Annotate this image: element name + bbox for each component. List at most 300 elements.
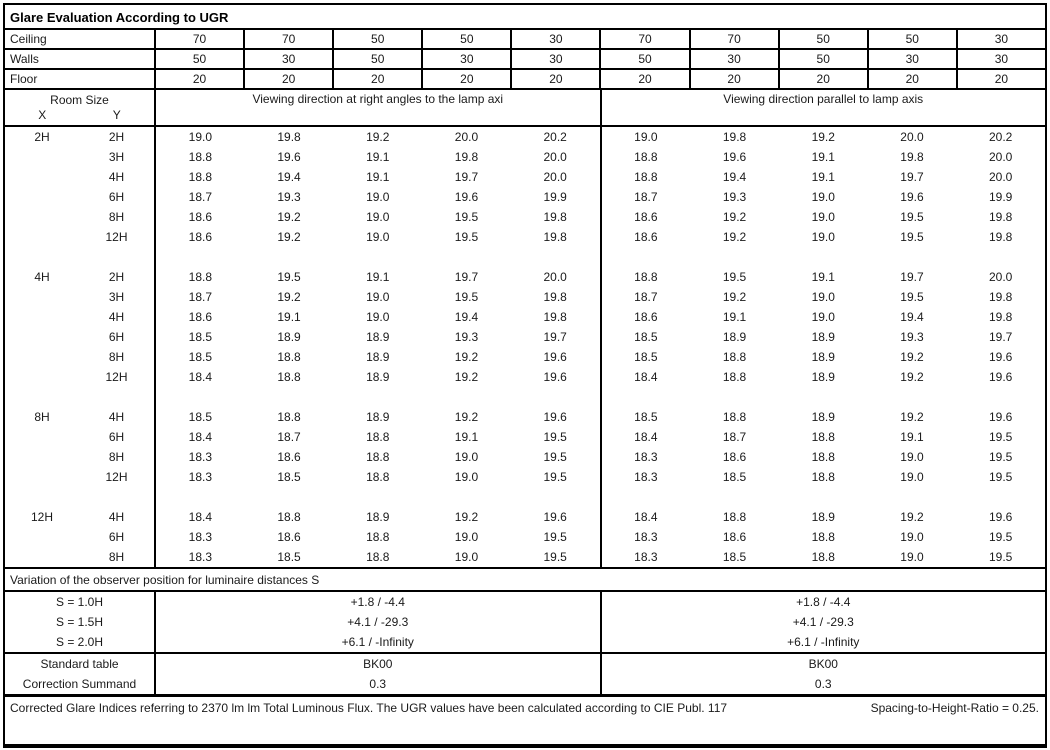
ugr-value: 19.0 [366,210,390,224]
ugr-values-left-half [154,307,600,327]
ugr-values-left-half [154,347,600,367]
variation-value-right: +4.1 / -29.3 [600,612,1046,632]
ugr-values-right-half [600,547,1046,567]
ugr-value: 19.5 [454,230,479,244]
ugr-value: 18.8 [811,450,835,464]
room-size-x-value: 12H [30,510,53,524]
ugr-value: 19.8 [543,290,567,304]
ugr-value [422,247,511,267]
ugr-value: 18.9 [811,370,835,384]
reflectance-value: 20 [956,70,1045,88]
ugr-values-right-half [600,227,1046,247]
ugr-row [5,227,1045,247]
ugr-value: 18.8 [811,430,835,444]
reflectance-value: 20 [599,70,688,88]
room-size-x-value [5,147,79,167]
ugr-value: 19.2 [454,350,479,364]
ugr-value: 18.8 [366,450,390,464]
reflectance-value: 50 [332,30,421,48]
room-size-x-value [5,387,79,407]
ugr-value: 19.8 [988,310,1013,324]
ugr-value: 18.8 [722,510,747,524]
reflectance-value: 20 [689,70,778,88]
ugr-value [956,487,1045,507]
ugr-value: 18.8 [366,530,390,544]
ugr-value: 19.6 [543,410,567,424]
ugr-value: 18.5 [277,550,301,564]
ugr-value: 18.7 [188,190,213,204]
ugr-value: 18.6 [634,310,658,324]
ugr-value: 19.1 [900,430,924,444]
ugr-row [5,367,1045,387]
ugr-value: 19.7 [543,330,567,344]
room-size-y-value: 4H [108,510,125,524]
ugr-value: 19.5 [543,470,567,484]
ugr-values-right-half [600,447,1046,467]
ugr-value: 19.8 [454,150,479,164]
reflectance-value: 70 [689,30,778,48]
ugr-value: 19.6 [900,190,924,204]
ugr-value: 19.6 [988,370,1013,384]
ugr-values-left-half [154,427,600,447]
ugr-value: 18.3 [634,530,658,544]
ugr-value: 19.2 [900,410,924,424]
ugr-value: 18.8 [811,530,835,544]
room-size-header [5,90,154,125]
room-size-y-value: 8H [108,210,125,224]
ugr-value: 18.9 [366,410,390,424]
ugr-value: 18.8 [277,510,301,524]
ugr-value: 18.5 [634,350,658,364]
ugr-row [5,407,1045,427]
ugr-value [956,247,1045,267]
ugr-value [333,487,422,507]
ugr-value: 19.1 [811,170,835,184]
ugr-value: 18.8 [277,370,301,384]
ugr-value: 19.5 [277,270,301,284]
ugr-row [5,447,1045,467]
ugr-value: 18.7 [188,290,213,304]
ugr-value: 19.3 [722,190,747,204]
ugr-value: 18.6 [188,230,213,244]
reflectance-value: 30 [867,50,956,68]
viewing-direction-right-angles-header: Viewing direction at right angles to the lamp axi [154,90,600,125]
ugr-value: 19.0 [454,470,479,484]
room-size-x-value [5,527,79,547]
room-size-x-value [5,347,79,367]
ugr-value: 19.1 [811,270,835,284]
x-column-header: X [38,108,47,122]
ugr-value: 18.3 [188,450,213,464]
ugr-value: 19.5 [900,290,924,304]
ugr-value [690,247,779,267]
room-size-y-value: 3H [108,150,125,164]
ugr-value [333,387,422,407]
room-size-y-value: 4H [108,170,125,184]
ugr-value: 19.0 [811,310,835,324]
ugr-values-right-half [600,187,1046,207]
ugr-value: 18.3 [634,550,658,564]
ugr-value: 19.6 [722,150,747,164]
ugr-value: 19.9 [988,190,1013,204]
footer-note [5,694,1045,744]
ugr-row [5,547,1045,567]
ugr-value: 18.4 [634,510,658,524]
ugr-value: 19.8 [988,230,1013,244]
ugr-values-left-half [154,447,600,467]
ugr-value [602,487,691,507]
ugr-value: 18.6 [722,450,747,464]
ugr-value: 19.5 [988,470,1013,484]
reflectance-row [5,50,1045,70]
ugr-value: 19.5 [988,450,1013,464]
room-size-y-value [79,487,154,507]
reflectance-value: 30 [421,50,510,68]
ugr-value: 18.8 [811,550,835,564]
summary-row [5,654,1045,674]
ugr-value: 19.8 [543,310,567,324]
reflectance-value: 30 [510,30,599,48]
ugr-value: 19.6 [277,150,301,164]
ugr-value: 19.0 [811,230,835,244]
ugr-value: 19.0 [900,530,924,544]
ugr-value [245,387,334,407]
ugr-value [868,247,957,267]
ugr-value: 19.0 [366,190,390,204]
ugr-value: 18.4 [188,430,213,444]
footer-ratio-text: Spacing-to-Height-Ratio = 0.25. [870,701,1039,715]
ugr-values-left-half [154,167,600,187]
ugr-value [602,247,691,267]
ugr-value: 19.2 [722,210,747,224]
ugr-value: 18.5 [188,350,213,364]
ugr-value: 18.8 [722,350,747,364]
ugr-value: 19.5 [988,550,1013,564]
variation-row [5,612,1045,632]
ugr-value [156,247,245,267]
ugr-row [5,167,1045,187]
reflectance-value: 20 [421,70,510,88]
ugr-value: 19.5 [543,450,567,464]
ugr-value: 19.0 [900,450,924,464]
room-size-y-value: 12H [105,470,128,484]
ugr-row [5,427,1045,447]
reflectance-row [5,30,1045,50]
ugr-values-right-half [600,147,1046,167]
ugr-value: 19.2 [277,210,301,224]
ugr-values-left-half [154,487,600,507]
ugr-value: 18.7 [277,430,301,444]
ugr-row [5,467,1045,487]
ugr-value: 18.4 [188,370,213,384]
ugr-value: 18.9 [277,330,301,344]
reflectance-value: 50 [778,30,867,48]
ugr-value: 18.9 [722,330,747,344]
ugr-row [5,527,1045,547]
summary-row [5,674,1045,694]
variation-distance-label: S = 1.5H [55,615,104,629]
ugr-value: 19.5 [988,430,1013,444]
ugr-value: 19.3 [277,190,301,204]
ugr-value: 20.0 [988,150,1013,164]
ugr-value: 18.8 [188,170,213,184]
ugr-values-left-half [154,227,600,247]
ugr-value [779,247,868,267]
variation-value-right: +1.8 / -4.4 [600,592,1046,612]
ugr-value: 20.0 [988,170,1013,184]
room-size-y-value: 4H [108,310,125,324]
ugr-value: 20.0 [900,130,924,144]
ugr-value: 19.4 [900,310,924,324]
viewing-direction-parallel-header: Viewing direction parallel to lamp axis [600,90,1046,125]
room-size-x-value [5,247,79,267]
ugr-value: 19.8 [988,290,1013,304]
ugr-value: 18.8 [188,270,213,284]
ugr-value: 19.7 [900,270,924,284]
ugr-value [690,387,779,407]
ugr-value: 18.5 [277,470,301,484]
ugr-values-right-half [600,367,1046,387]
ugr-values-right-half [600,307,1046,327]
ugr-value: 18.8 [366,430,390,444]
ugr-value: 19.1 [811,150,835,164]
ugr-value: 19.5 [722,270,747,284]
ugr-value: 20.2 [988,130,1013,144]
ugr-value: 18.9 [811,350,835,364]
ugr-values-left-half [154,507,600,527]
ugr-value: 19.2 [277,230,301,244]
page-title: Glare Evaluation According to UGR [5,5,1045,30]
variation-value-left: +1.8 / -4.4 [154,592,600,612]
ugr-values-right-half [600,347,1046,367]
ugr-value: 19.2 [722,290,747,304]
ugr-value: 19.0 [366,290,390,304]
ugr-value [156,487,245,507]
ugr-value: 19.8 [277,130,301,144]
ugr-values-left-half [154,467,600,487]
ugr-value: 19.0 [900,470,924,484]
ugr-value: 18.6 [634,210,658,224]
ugr-value: 18.9 [366,350,390,364]
ugr-value: 19.1 [722,310,747,324]
ugr-values-right-half [600,207,1046,227]
ugr-value: 18.9 [811,410,835,424]
ugr-value: 18.8 [277,410,301,424]
ugr-value: 19.0 [366,310,390,324]
ugr-value: 18.6 [277,450,301,464]
ugr-value: 19.7 [454,170,479,184]
room-size-y-value: 2H [108,130,125,144]
ugr-value: 18.8 [188,150,213,164]
ugr-values-right-half [600,507,1046,527]
ugr-value [511,487,600,507]
ugr-value: 18.9 [366,510,390,524]
ugr-spacer-row [5,487,1045,507]
ugr-value: 19.4 [277,170,301,184]
ugr-value: 20.0 [543,150,567,164]
ugr-values-right-half [600,287,1046,307]
ugr-row [5,147,1045,167]
ugr-value: 20.0 [988,270,1013,284]
ugr-value: 18.9 [811,510,835,524]
ugr-values-right-half [600,387,1046,407]
ugr-value: 19.6 [543,370,567,384]
y-column-header: Y [112,108,121,122]
ugr-value: 18.8 [634,150,658,164]
reflectance-value: 20 [154,70,243,88]
ugr-value: 20.0 [543,270,567,284]
ugr-values-left-half [154,527,600,547]
reflectance-value: 50 [778,50,867,68]
ugr-row [5,307,1045,327]
ugr-value [868,487,957,507]
ugr-value: 19.0 [454,450,479,464]
room-size-y-value: 8H [108,450,125,464]
room-size-y-value: 2H [108,270,125,284]
room-size-y-value: 8H [108,350,125,364]
ugr-value: 18.8 [366,470,390,484]
ugr-value: 18.8 [634,170,658,184]
reflectance-value: 30 [510,50,599,68]
ugr-value: 19.0 [634,130,658,144]
reflectance-value: 70 [243,30,332,48]
ugr-values-left-half [154,187,600,207]
ugr-value [511,387,600,407]
ugr-value: 19.4 [722,170,747,184]
room-size-x-value [5,287,79,307]
room-size-x-value [5,547,79,567]
ugr-value: 20.0 [543,170,567,184]
reflectance-value: 20 [867,70,956,88]
ugr-value: 19.0 [811,190,835,204]
variation-distance-label: S = 1.0H [55,595,104,609]
ugr-value: 18.3 [634,470,658,484]
room-size-y-value: 12H [105,230,128,244]
reflectance-value: 30 [243,50,332,68]
ugr-value: 18.8 [722,410,747,424]
ugr-values-left-half [154,367,600,387]
ugr-values-left-half [154,267,600,287]
ugr-value: 19.2 [900,370,924,384]
ugr-values-right-half [600,327,1046,347]
ugr-values-right-half [600,247,1046,267]
ugr-value [602,387,691,407]
ugr-values-left-half [154,127,600,147]
ugr-spacer-row [5,247,1045,267]
ugr-value [333,247,422,267]
variation-row [5,592,1045,612]
ugr-values-section [5,127,1045,567]
room-size-y-value [79,387,154,407]
ugr-value: 19.2 [811,130,835,144]
ugr-value: 18.8 [722,370,747,384]
ugr-value: 19.1 [366,270,390,284]
ugr-value: 18.3 [188,470,213,484]
ugr-value: 18.4 [634,370,658,384]
room-size-x-value [5,467,79,487]
reflectance-value: 20 [778,70,867,88]
ugr-spacer-row [5,387,1045,407]
ugr-value: 18.8 [277,350,301,364]
reflectance-value: 30 [956,30,1045,48]
ugr-value [779,487,868,507]
room-size-x-value: 2H [34,130,50,144]
room-size-x-value [5,167,79,187]
ugr-value: 19.7 [900,170,924,184]
ugr-value: 19.1 [366,150,390,164]
ugr-value: 19.2 [454,410,479,424]
ugr-value: 19.2 [277,290,301,304]
room-size-x-value [5,427,79,447]
reflectance-value: 30 [956,50,1045,68]
ugr-value: 19.5 [454,210,479,224]
ugr-value: 18.6 [634,230,658,244]
ugr-row [5,347,1045,367]
ugr-value: 18.6 [188,210,213,224]
ugr-value: 19.5 [900,230,924,244]
ugr-values-left-half [154,287,600,307]
ugr-value: 19.8 [543,230,567,244]
room-size-y-value: 12H [105,370,128,384]
ugr-value: 18.5 [722,550,747,564]
reflectance-value: 50 [332,50,421,68]
ugr-value: 19.5 [988,530,1013,544]
reflectance-value: 20 [332,70,421,88]
ugr-value: 19.7 [454,270,479,284]
ugr-values-right-half [600,527,1046,547]
ugr-value: 19.8 [988,210,1013,224]
ugr-value [956,387,1045,407]
ugr-row [5,327,1045,347]
ugr-row [5,287,1045,307]
ugr-value: 19.0 [811,290,835,304]
summary-value-left: BK00 [154,654,600,674]
ugr-value: 18.9 [811,330,835,344]
ugr-value: 19.5 [543,530,567,544]
ugr-values-right-half [600,127,1046,147]
ugr-value: 18.3 [188,530,213,544]
room-size-y-value: 6H [108,430,125,444]
ugr-value: 19.0 [454,550,479,564]
ugr-row [5,127,1045,147]
ugr-value: 19.2 [900,510,924,524]
ugr-value: 19.8 [543,210,567,224]
ugr-value: 19.8 [900,150,924,164]
room-size-y-value [79,247,154,267]
ugr-value: 18.9 [366,370,390,384]
ugr-values-left-half [154,387,600,407]
ugr-row [5,267,1045,287]
room-size-x-value: 4H [34,270,50,284]
ugr-value: 18.5 [188,410,213,424]
ugr-value: 18.8 [811,470,835,484]
ugr-value: 19.2 [454,370,479,384]
reflectance-value: 30 [689,50,778,68]
summary-value-left: 0.3 [154,674,600,694]
reflectance-label: Walls [10,52,39,66]
room-size-x-value: 8H [34,410,50,424]
ugr-values-right-half [600,407,1046,427]
ugr-value: 19.6 [988,350,1013,364]
ugr-value: 18.4 [188,510,213,524]
footer-flux-text: Corrected Glare Indices referring to 2370 lm lm Total Luminous Flux. The UGR values have been calculated according to CIE Publ. 117 [10,701,728,715]
ugr-value: 19.2 [900,350,924,364]
room-size-y-value: 8H [108,550,125,564]
ugr-values-right-half [600,427,1046,447]
room-size-x-value [5,487,79,507]
variation-section [5,592,1045,652]
variation-row [5,632,1045,652]
